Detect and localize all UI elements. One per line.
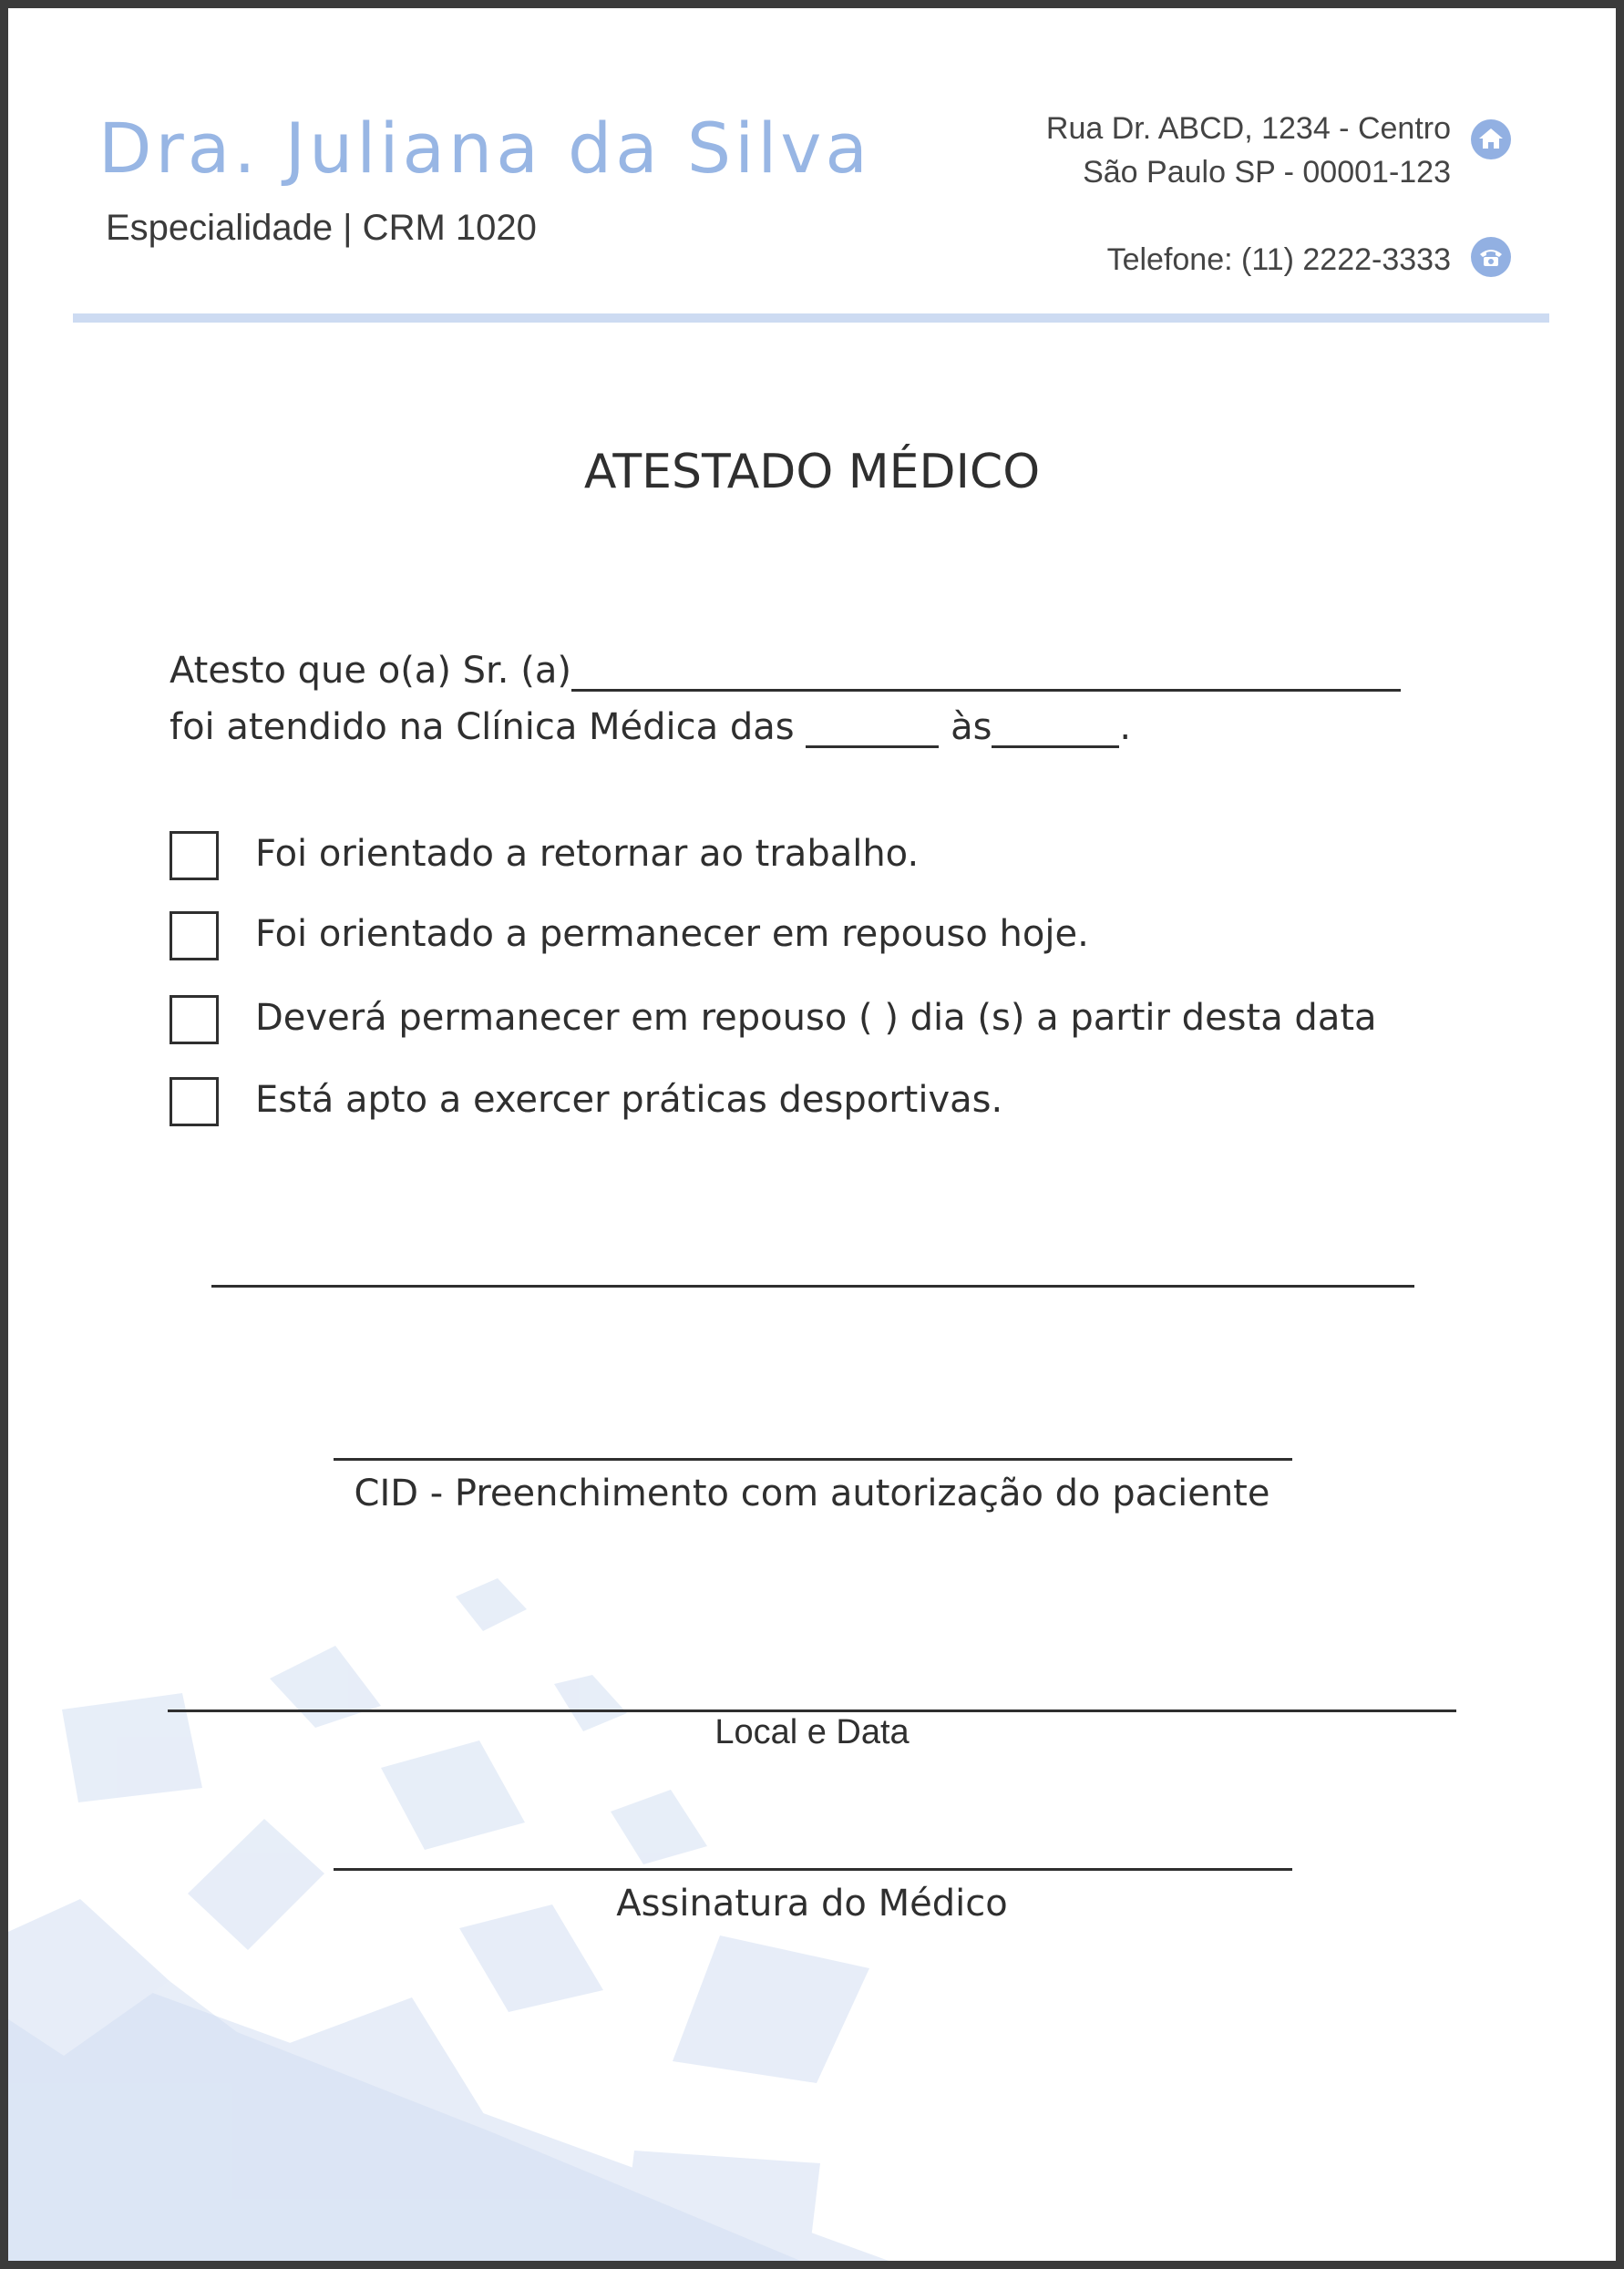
local-date-line[interactable] [168,1709,1456,1712]
option-label: Está apto a exercer práticas desportivas. [255,1079,1003,1121]
checkbox-rest-today[interactable] [170,911,219,960]
address-line-1: Rua Dr. ABCD, 1234 - Centro [1045,111,1451,146]
start-time-field[interactable] [806,705,939,748]
time-line-connector: às [951,706,992,748]
time-line [170,705,1131,748]
home-icon [1471,119,1511,159]
local-date-caption: Local e Data [714,1713,910,1751]
end-time-field[interactable] [992,705,1119,748]
time-line-text: foi atendido na Clínica Médica das [170,706,795,748]
option-label: Deverá permanecer em repouso ( ) dia (s) a partir desta data [255,997,1377,1039]
patient-name-field[interactable] [571,649,1401,692]
document-title: ATESTADO MÉDICO [583,445,1041,499]
checkbox-return-to-work[interactable] [170,831,219,880]
doctor-name: Dra. Juliana da Silva [98,108,871,189]
option-label: Foi orientado a retornar ao trabalho. [255,833,920,875]
observation-line[interactable] [211,1285,1414,1288]
cid-caption: CID - Preenchimento com autorização do paciente [354,1473,1270,1514]
checkbox-fit-for-sports[interactable] [170,1077,219,1126]
patient-line-text: Atesto que o(a) Sr. (a) [170,650,571,692]
checkbox-rest-days[interactable] [170,995,219,1044]
specialty-crm: Especialidade | CRM 1020 [106,208,537,248]
address-line-2: São Paulo SP - 00001-123 [1083,155,1451,190]
phone-icon [1471,237,1511,277]
signature-line[interactable] [334,1868,1292,1871]
patient-line [170,649,1401,692]
time-line-end: . [1119,706,1132,748]
signature-caption: Assinatura do Médico [616,1883,1008,1925]
phone-number: Telefone: (11) 2222-3333 [1106,242,1451,277]
option-label: Foi orientado a permanecer em repouso hoje. [255,913,1089,955]
cid-line[interactable] [334,1458,1292,1461]
header-divider [73,313,1549,323]
